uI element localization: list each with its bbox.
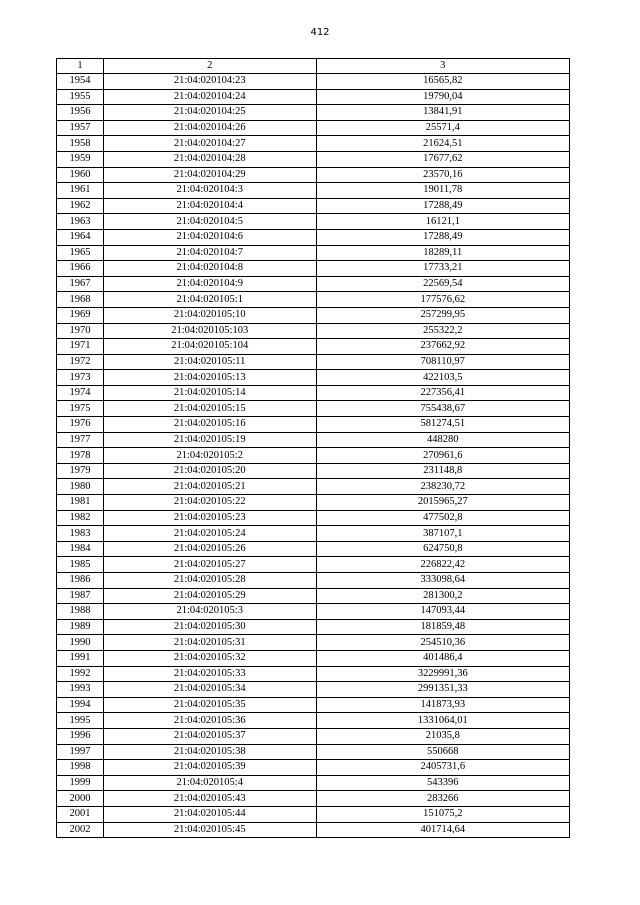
table-row [57,105,570,121]
value-cell: 22569,54 [316,276,569,292]
row-number-cell: 1975 [57,401,104,417]
row-number-cell: 1966 [57,261,104,277]
table-row [57,479,570,495]
value-cell: 23570,16 [316,167,569,183]
table-row [57,292,570,308]
value-cell: 16565,82 [316,74,569,90]
cadastral-number-cell: 21:04:020105:32 [103,650,316,666]
value-cell: 17288,49 [316,229,569,245]
table-row [57,541,570,557]
cadastral-number-cell: 21:04:020105:28 [103,573,316,589]
cadastral-number-cell: 21:04:020105:26 [103,541,316,557]
value-cell: 281300,2 [316,588,569,604]
value-cell: 147093,44 [316,604,569,620]
row-number-cell: 1989 [57,619,104,635]
row-number-cell: 1992 [57,666,104,682]
table-row [57,682,570,698]
page-number: 412 [310,27,330,38]
cadastral-number-cell: 21:04:020104:3 [103,183,316,199]
row-number-cell: 1985 [57,557,104,573]
cadastral-number-cell: 21:04:020105:39 [103,760,316,776]
table-row [57,760,570,776]
value-cell: 401486,4 [316,650,569,666]
value-cell: 1331064,01 [316,713,569,729]
row-number-cell: 2002 [57,822,104,838]
cadastral-number-cell: 21:04:020104:27 [103,136,316,152]
cadastral-number-cell: 21:04:020105:13 [103,370,316,386]
cadastral-number-cell: 21:04:020104:26 [103,120,316,136]
value-cell: 17288,49 [316,198,569,214]
value-cell: 283266 [316,791,569,807]
row-number-cell: 1957 [57,120,104,136]
cadastral-number-cell: 21:04:020105:33 [103,666,316,682]
table-row [57,510,570,526]
table-row [57,666,570,682]
table-row [57,385,570,401]
column-header-3: 3 [316,59,569,74]
row-number-cell: 1958 [57,136,104,152]
row-number-cell: 1978 [57,448,104,464]
table-row [57,775,570,791]
value-cell: 238230,72 [316,479,569,495]
row-number-cell: 1997 [57,744,104,760]
cadastral-number-cell: 21:04:020105:19 [103,432,316,448]
cadastral-number-cell: 21:04:020105:34 [103,682,316,698]
row-number-cell: 1976 [57,417,104,433]
cadastral-number-cell: 21:04:020105:23 [103,510,316,526]
row-number-cell: 1998 [57,760,104,776]
cadastral-table [56,58,570,838]
table-row [57,448,570,464]
value-cell: 755438,67 [316,401,569,417]
value-cell: 3229991,36 [316,666,569,682]
table-row [57,136,570,152]
value-cell: 333098,64 [316,573,569,589]
row-number-cell: 1981 [57,495,104,511]
value-cell: 387107,1 [316,526,569,542]
row-number-cell: 1984 [57,541,104,557]
value-cell: 254510,36 [316,635,569,651]
row-number-cell: 1993 [57,682,104,698]
cadastral-number-cell: 21:04:020105:27 [103,557,316,573]
row-number-cell: 1987 [57,588,104,604]
row-number-cell: 1969 [57,307,104,323]
cadastral-number-cell: 21:04:020105:29 [103,588,316,604]
table-row [57,806,570,822]
row-number-cell: 1955 [57,89,104,105]
value-cell: 16121,1 [316,214,569,230]
cadastral-number-cell: 21:04:020105:36 [103,713,316,729]
row-number-cell: 1972 [57,354,104,370]
value-cell: 543396 [316,775,569,791]
row-number-cell: 1963 [57,214,104,230]
table-row [57,370,570,386]
cadastral-number-cell: 21:04:020105:24 [103,526,316,542]
table-row [57,822,570,838]
cadastral-number-cell: 21:04:020104:5 [103,214,316,230]
cadastral-number-cell: 21:04:020105:30 [103,619,316,635]
table-row [57,526,570,542]
table-row [57,573,570,589]
row-number-cell: 1996 [57,728,104,744]
value-cell: 708110,97 [316,354,569,370]
row-number-cell: 1994 [57,697,104,713]
cadastral-number-cell: 21:04:020105:38 [103,744,316,760]
cadastral-number-cell: 21:04:020104:29 [103,167,316,183]
value-cell: 401714,64 [316,822,569,838]
table-header-row [57,59,570,74]
row-number-cell: 1954 [57,74,104,90]
cadastral-number-cell: 21:04:020104:4 [103,198,316,214]
value-cell: 18289,11 [316,245,569,261]
cadastral-number-cell: 21:04:020105:20 [103,463,316,479]
row-number-cell: 1974 [57,385,104,401]
table-row [57,495,570,511]
value-cell: 257299,95 [316,307,569,323]
row-number-cell: 1959 [57,151,104,167]
cadastral-number-cell: 21:04:020105:1 [103,292,316,308]
table-row [57,323,570,339]
row-number-cell: 1980 [57,479,104,495]
table-row [57,120,570,136]
cadastral-number-cell: 21:04:020105:16 [103,417,316,433]
value-cell: 13841,91 [316,105,569,121]
cadastral-number-cell: 21:04:020105:37 [103,728,316,744]
value-cell: 2405731,6 [316,760,569,776]
row-number-cell: 1965 [57,245,104,261]
table-row [57,307,570,323]
table-row [57,401,570,417]
cadastral-number-cell: 21:04:020105:11 [103,354,316,370]
table-row [57,276,570,292]
table-row [57,74,570,90]
row-number-cell: 1979 [57,463,104,479]
row-number-cell: 1973 [57,370,104,386]
value-cell: 624750,8 [316,541,569,557]
table-row [57,183,570,199]
value-cell: 151075,2 [316,806,569,822]
value-cell: 21035,8 [316,728,569,744]
cadastral-number-cell: 21:04:020105:21 [103,479,316,495]
value-cell: 17677,62 [316,151,569,167]
value-cell: 181859,48 [316,619,569,635]
table-row [57,354,570,370]
row-number-cell: 1991 [57,650,104,666]
row-number-cell: 1961 [57,183,104,199]
value-cell: 550668 [316,744,569,760]
cadastral-number-cell: 21:04:020105:2 [103,448,316,464]
cadastral-number-cell: 21:04:020104:24 [103,89,316,105]
row-number-cell: 1968 [57,292,104,308]
table-row [57,744,570,760]
value-cell: 226822,42 [316,557,569,573]
row-number-cell: 1962 [57,198,104,214]
cadastral-number-cell: 21:04:020105:14 [103,385,316,401]
cadastral-number-cell: 21:04:020105:35 [103,697,316,713]
value-cell: 141873,93 [316,697,569,713]
row-number-cell: 1988 [57,604,104,620]
table-row [57,713,570,729]
table-row [57,697,570,713]
cadastral-number-cell: 21:04:020104:7 [103,245,316,261]
column-header-1: 1 [57,59,104,74]
table-row [57,417,570,433]
table-row [57,151,570,167]
value-cell: 270961,6 [316,448,569,464]
cadastral-number-cell: 21:04:020105:31 [103,635,316,651]
value-cell: 177576,62 [316,292,569,308]
cadastral-number-cell: 21:04:020105:22 [103,495,316,511]
cadastral-number-cell: 21:04:020105:45 [103,822,316,838]
table-row [57,198,570,214]
row-number-cell: 1986 [57,573,104,589]
row-number-cell: 1960 [57,167,104,183]
value-cell: 25571,4 [316,120,569,136]
table-row [57,245,570,261]
value-cell: 2991351,33 [316,682,569,698]
cadastral-number-cell: 21:04:020104:28 [103,151,316,167]
table-row [57,89,570,105]
cadastral-number-cell: 21:04:020105:15 [103,401,316,417]
table-row [57,650,570,666]
table-row [57,214,570,230]
table-row [57,604,570,620]
value-cell: 21624,51 [316,136,569,152]
cadastral-number-cell: 21:04:020104:23 [103,74,316,90]
cadastral-number-cell: 21:04:020104:6 [103,229,316,245]
row-number-cell: 1964 [57,229,104,245]
value-cell: 422103,5 [316,370,569,386]
cadastral-number-cell: 21:04:020105:44 [103,806,316,822]
row-number-cell: 1999 [57,775,104,791]
table-row [57,167,570,183]
cadastral-number-cell: 21:04:020105:3 [103,604,316,620]
cadastral-number-cell: 21:04:020105:103 [103,323,316,339]
row-number-cell: 1982 [57,510,104,526]
value-cell: 581274,51 [316,417,569,433]
table-row [57,791,570,807]
row-number-cell: 1977 [57,432,104,448]
value-cell: 227356,41 [316,385,569,401]
table-row [57,619,570,635]
cadastral-number-cell: 21:04:020105:104 [103,339,316,355]
value-cell: 17733,21 [316,261,569,277]
table-row [57,261,570,277]
cadastral-number-cell: 21:04:020104:8 [103,261,316,277]
cadastral-number-cell: 21:04:020104:25 [103,105,316,121]
value-cell: 237662,92 [316,339,569,355]
value-cell: 477502,8 [316,510,569,526]
table-row [57,339,570,355]
cadastral-number-cell: 21:04:020105:10 [103,307,316,323]
row-number-cell: 1990 [57,635,104,651]
table-row [57,588,570,604]
cadastral-number-cell: 21:04:020105:4 [103,775,316,791]
row-number-cell: 2000 [57,791,104,807]
table-row [57,728,570,744]
value-cell: 255322,2 [316,323,569,339]
table-body [57,59,570,838]
row-number-cell: 1995 [57,713,104,729]
column-header-2: 2 [103,59,316,74]
row-number-cell: 1967 [57,276,104,292]
row-number-cell: 1983 [57,526,104,542]
row-number-cell: 1956 [57,105,104,121]
table-row [57,229,570,245]
row-number-cell: 1970 [57,323,104,339]
value-cell: 2015965,27 [316,495,569,511]
value-cell: 448280 [316,432,569,448]
cadastral-number-cell: 21:04:020104:9 [103,276,316,292]
value-cell: 19790,04 [316,89,569,105]
row-number-cell: 1971 [57,339,104,355]
value-cell: 231148,8 [316,463,569,479]
cadastral-number-cell: 21:04:020105:43 [103,791,316,807]
table-row [57,635,570,651]
row-number-cell: 2001 [57,806,104,822]
table-row [57,557,570,573]
value-cell: 19011,78 [316,183,569,199]
table-row [57,432,570,448]
table-row [57,463,570,479]
